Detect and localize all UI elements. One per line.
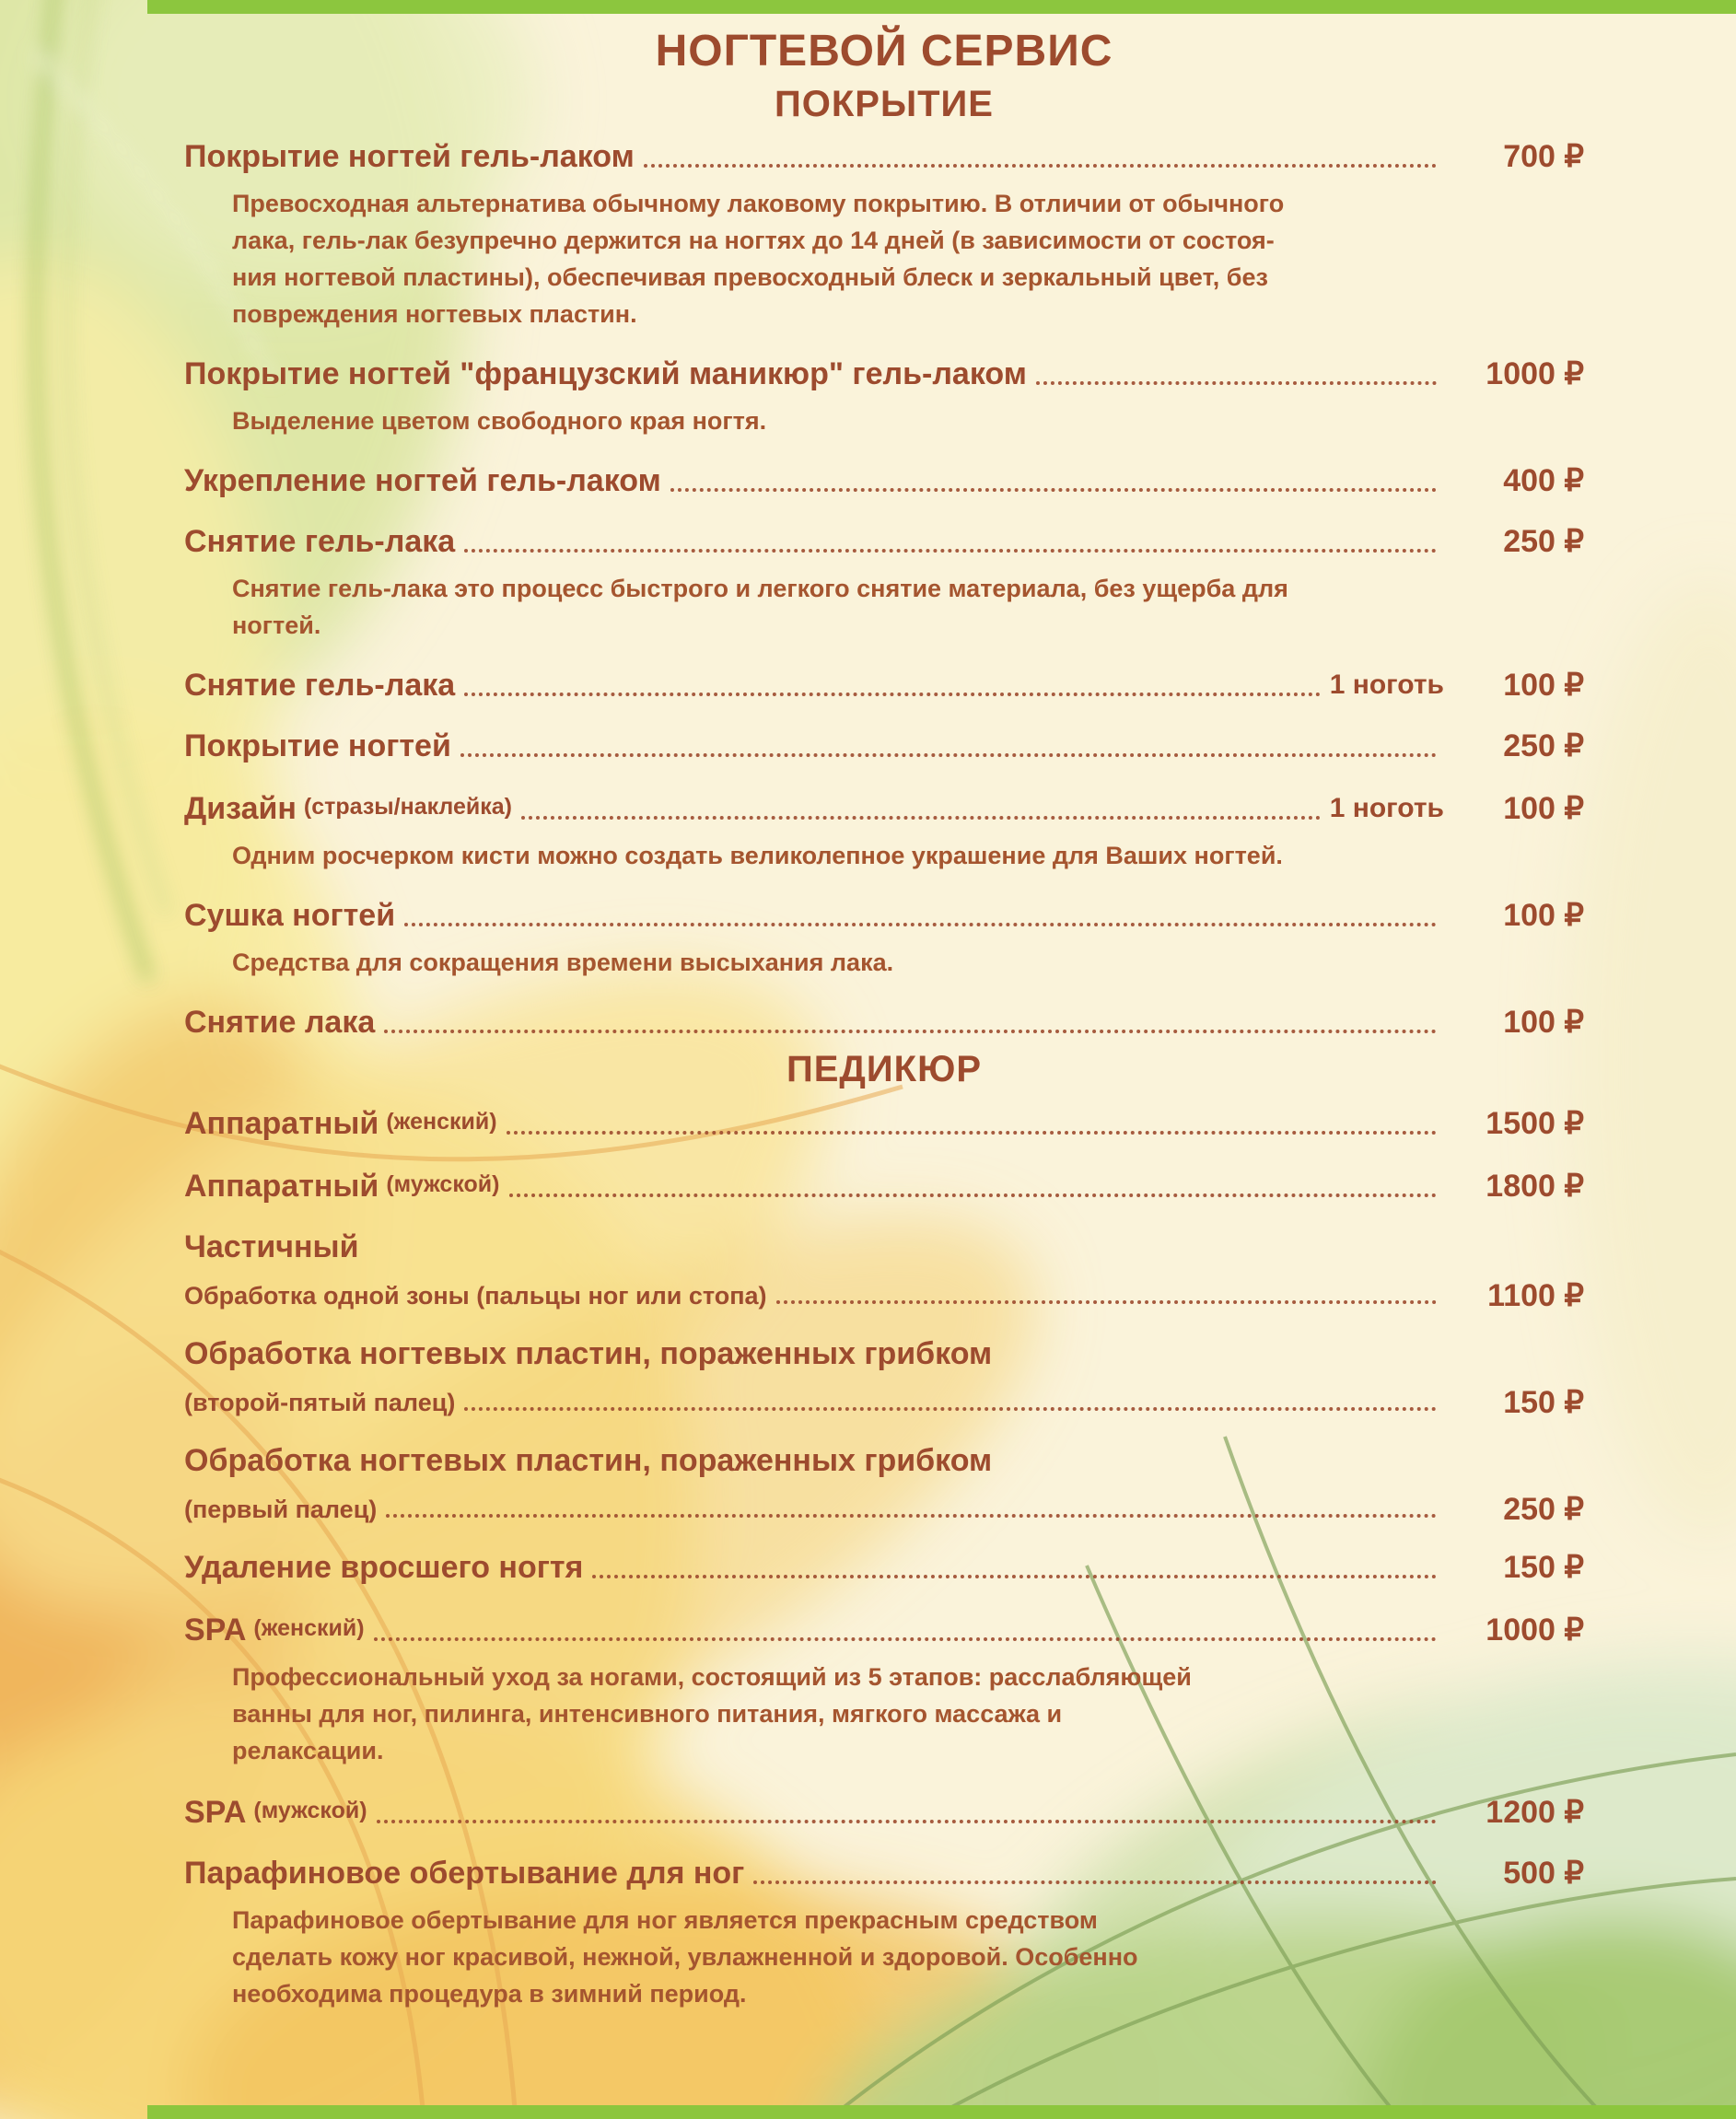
item-name: Аппаратный <box>184 1105 379 1141</box>
menu-item <box>184 1791 1584 1832</box>
item-name-qualifier: (мужской) <box>253 1797 367 1823</box>
item-name-qualifier: (стразы/наклейка) <box>303 793 512 820</box>
menu-item <box>184 787 1584 874</box>
item-description <box>232 570 1457 644</box>
dotted-leader <box>377 1820 1437 1823</box>
dotted-leader <box>753 1880 1437 1884</box>
item-price: 1100 ₽ <box>1487 1277 1584 1313</box>
menu-content <box>184 15 1584 2016</box>
item-name: Обработка ногтевых пластин, пораженных грибком <box>184 1335 993 1371</box>
item-name: SPA <box>184 1612 247 1647</box>
description-line: ния ногтевой пластины), обеспечивая превосходный блеск и зеркальный цвет, без <box>232 262 1268 291</box>
item-name: Аппаратный <box>184 1168 379 1204</box>
menu-item <box>184 1102 1584 1143</box>
item-name: Сушка ногтей <box>184 897 396 933</box>
item-price: 700 ₽ <box>1503 138 1584 174</box>
item-price: 1500 ₽ <box>1486 1105 1584 1141</box>
item-subrow <box>184 1386 1584 1419</box>
item-price: 400 ₽ <box>1503 462 1584 498</box>
item-row <box>184 1003 1584 1042</box>
section-heading: ПЕДИКЮР <box>786 1048 983 1089</box>
item-row <box>184 1854 1584 1892</box>
dotted-leader <box>374 1637 1437 1641</box>
item-row <box>184 1102 1584 1143</box>
item-description <box>232 185 1457 332</box>
item-price: 1200 ₽ <box>1486 1794 1584 1830</box>
menu-item <box>184 666 1584 704</box>
dotted-leader <box>384 1030 1437 1033</box>
description-line: необходима процедура в зимний период. <box>232 1979 747 2008</box>
description-line: Превосходная альтернатива обычному лаковому покрытию. В отличии от обычного <box>232 189 1285 217</box>
description-line: Профессиональный уход за ногами, состоящий из 5 этапов: расслабляющей <box>232 1662 1192 1691</box>
dotted-leader <box>464 549 1437 553</box>
item-row <box>184 355 1584 393</box>
item-row <box>184 1548 1584 1587</box>
item-price: 150 ₽ <box>1503 1549 1584 1585</box>
item-row <box>184 896 1584 935</box>
item-unit: 1 ноготь <box>1329 669 1444 700</box>
item-row <box>184 787 1584 828</box>
description-line: Парафиновое обертывание для ног является прекрасным средством <box>232 1905 1098 1934</box>
item-subname: (второй-пятый палец) <box>184 1388 456 1416</box>
description-line: повреждения ногтевых пластин. <box>232 299 637 328</box>
description-line: Выделение цветом свободного края ногтя. <box>232 406 767 435</box>
item-price: 100 ₽ <box>1503 1004 1584 1040</box>
menu-item <box>184 1165 1584 1205</box>
item-name: Укрепление ногтей гель-лаком <box>184 462 661 498</box>
menu-item <box>184 1609 1584 1769</box>
item-description <box>232 402 1457 439</box>
description-line: релаксации. <box>232 1736 384 1764</box>
dotted-leader <box>460 753 1437 757</box>
item-name: Снятие гель-лака <box>184 523 456 559</box>
menu-item <box>184 1334 1584 1419</box>
item-name: Покрытие ногтей <box>184 728 451 763</box>
menu-item <box>184 1854 1584 2012</box>
item-name-qualifier: (женский) <box>386 1108 497 1135</box>
description-line: Одним росчерком кисти можно создать великолепное украшение для Ваших ногтей. <box>232 841 1283 869</box>
item-description <box>232 944 1457 981</box>
item-price: 1000 ₽ <box>1486 355 1584 391</box>
item-name: Снятие лака <box>184 1004 376 1040</box>
item-name: Покрытие ногтей гель-лаком <box>184 138 635 174</box>
menu-item <box>184 355 1584 439</box>
item-name: Снятие гель-лака <box>184 667 456 703</box>
dotted-leader <box>507 1131 1437 1135</box>
item-name: Обработка ногтевых пластин, пораженных грибком <box>184 1442 993 1478</box>
item-price: 1000 ₽ <box>1486 1612 1584 1647</box>
dotted-leader <box>464 693 1321 696</box>
item-subname: Обработка одной зоны (пальцы ног или стопа) <box>184 1281 767 1310</box>
item-row <box>184 461 1584 500</box>
dotted-leader <box>1036 381 1437 385</box>
menu-item <box>184 727 1584 765</box>
item-row <box>184 1165 1584 1205</box>
description-line: ванны для ног, пилинга, интенсивного питания, мягкого массажа и <box>232 1699 1063 1728</box>
menu-item <box>184 1003 1584 1042</box>
item-row <box>184 1228 1584 1266</box>
item-price: 250 ₽ <box>1503 1491 1584 1527</box>
dotted-leader <box>404 923 1437 926</box>
menu-sections <box>184 84 1584 2012</box>
item-price: 100 ₽ <box>1503 897 1584 933</box>
menu-item <box>184 1548 1584 1587</box>
dotted-leader <box>464 1407 1437 1411</box>
item-row <box>184 666 1584 704</box>
dotted-leader <box>670 488 1437 492</box>
description-line: ногтей. <box>232 611 321 639</box>
item-name: Дизайн <box>184 790 297 826</box>
dotted-leader <box>776 1300 1437 1304</box>
bottom-accent-bar <box>147 2105 1736 2119</box>
item-name: Покрытие ногтей "французский маникюр" гель-лаком <box>184 355 1027 391</box>
item-price: 250 ₽ <box>1503 523 1584 559</box>
item-row <box>184 522 1584 561</box>
item-row <box>184 1441 1584 1480</box>
item-name: Удаление вросшего ногтя <box>184 1549 584 1585</box>
item-row <box>184 727 1584 765</box>
item-name-qualifier: (мужской) <box>386 1170 500 1197</box>
item-price: 100 ₽ <box>1503 667 1584 703</box>
item-name: Парафиновое обертывание для ног <box>184 1855 745 1891</box>
item-unit: 1 ноготь <box>1329 792 1444 823</box>
dotted-leader <box>521 816 1321 820</box>
item-description <box>232 1659 1457 1769</box>
item-name: Частичный <box>184 1228 359 1264</box>
item-row <box>184 137 1584 176</box>
menu-item <box>184 461 1584 500</box>
item-subname: (первый палец) <box>184 1495 378 1523</box>
description-line: сделать кожу ног красивой, нежной, увлажненной и здоровой. Особенно <box>232 1942 1138 1971</box>
dotted-leader <box>592 1575 1437 1578</box>
dotted-leader <box>386 1514 1437 1518</box>
item-price: 100 ₽ <box>1503 790 1584 826</box>
item-subrow <box>184 1279 1584 1312</box>
item-name: SPA <box>184 1794 247 1830</box>
description-line: Средства для сокращения времени высыхания лака. <box>232 948 894 976</box>
item-price: 150 ₽ <box>1503 1384 1584 1420</box>
item-row <box>184 1609 1584 1649</box>
item-row <box>184 1334 1584 1373</box>
item-name-qualifier: (женский) <box>253 1614 365 1641</box>
page-title: НОГТЕВОЙ СЕРВИС <box>655 27 1113 76</box>
item-price: 1800 ₽ <box>1486 1168 1584 1204</box>
menu-item <box>184 1228 1584 1312</box>
dotted-leader <box>644 164 1437 168</box>
top-accent-bar <box>147 0 1736 14</box>
item-subrow <box>184 1493 1584 1526</box>
item-row <box>184 1791 1584 1832</box>
item-price: 500 ₽ <box>1503 1855 1584 1891</box>
menu-item <box>184 137 1584 332</box>
item-description <box>232 1902 1457 2012</box>
description-line: Снятие гель-лака это процесс быстрого и легкого снятие материала, без ущерба для <box>232 574 1288 602</box>
menu-item <box>184 1441 1584 1526</box>
menu-item <box>184 522 1584 644</box>
dotted-leader <box>509 1193 1438 1197</box>
section-heading: ПОКРЫТИЕ <box>775 83 994 124</box>
menu-item <box>184 896 1584 981</box>
item-description <box>232 837 1457 874</box>
description-line: лака, гель-лак безупречно держится на ногтях до 14 дней (в зависимости от состоя- <box>232 226 1275 254</box>
item-price: 250 ₽ <box>1503 728 1584 763</box>
